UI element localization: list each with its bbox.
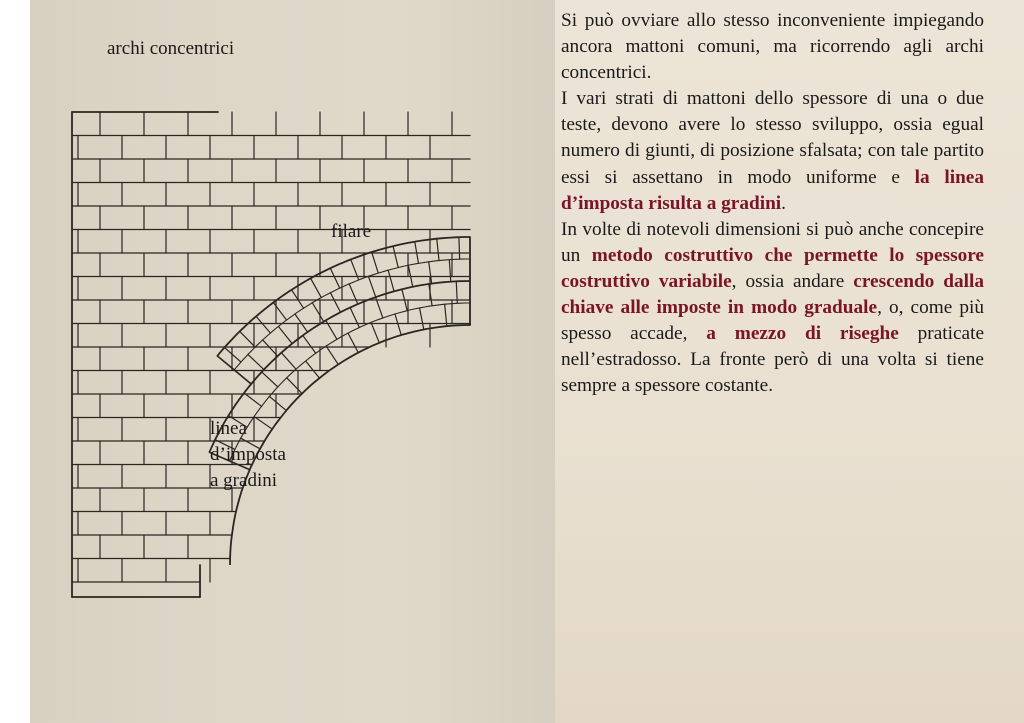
figure-page [30,0,555,723]
text-page [555,0,1024,723]
text-run: In volte di notevoli dimensioni si può anche concepire un [561,218,984,266]
highlight-run: metodo costruttivo che permette lo spessore costruttivo variabile [561,244,984,292]
label-linea-imposta [210,416,286,494]
highlight-run: la linea d’imposta risulta a gradini [561,166,984,214]
text-run: , ossia andare [731,270,854,292]
paragraph-3 [561,217,984,400]
text-run: praticate nell’estradosso. La fronte però di una volta si tiene sempre a spessore costante. [561,323,984,397]
paragraph-1: Si può ovviare allo stesso inconveniente impiegando ancora mattoni comuni, ma ricorrendo agli archi concentrici. [561,10,984,84]
label-filare: filare [331,221,372,242]
body-text [561,8,984,399]
label-line: a gradini [210,470,278,491]
text-run: , o, come più spesso accade, [561,297,984,345]
paragraph-2 [561,86,984,216]
text-run: . [781,192,786,214]
label-archi-concentrici: archi concentrici [107,38,235,59]
brick-arch-drawing [30,0,555,723]
text-run: I vari strati di mattoni dello spessore di una o due teste, devono avere lo stesso sviluppo, ossia egual numero di giunti, di posizione sfalsata; con tale partito essi si assettano in modo uniforme e [561,88,984,188]
label-line: linea [210,418,247,439]
label-line: d’imposta [210,444,286,465]
highlight-run: a mezzo di riseghe [706,323,899,345]
highlight-run: crescendo dalla chiave alle imposte in modo graduale [561,270,984,319]
